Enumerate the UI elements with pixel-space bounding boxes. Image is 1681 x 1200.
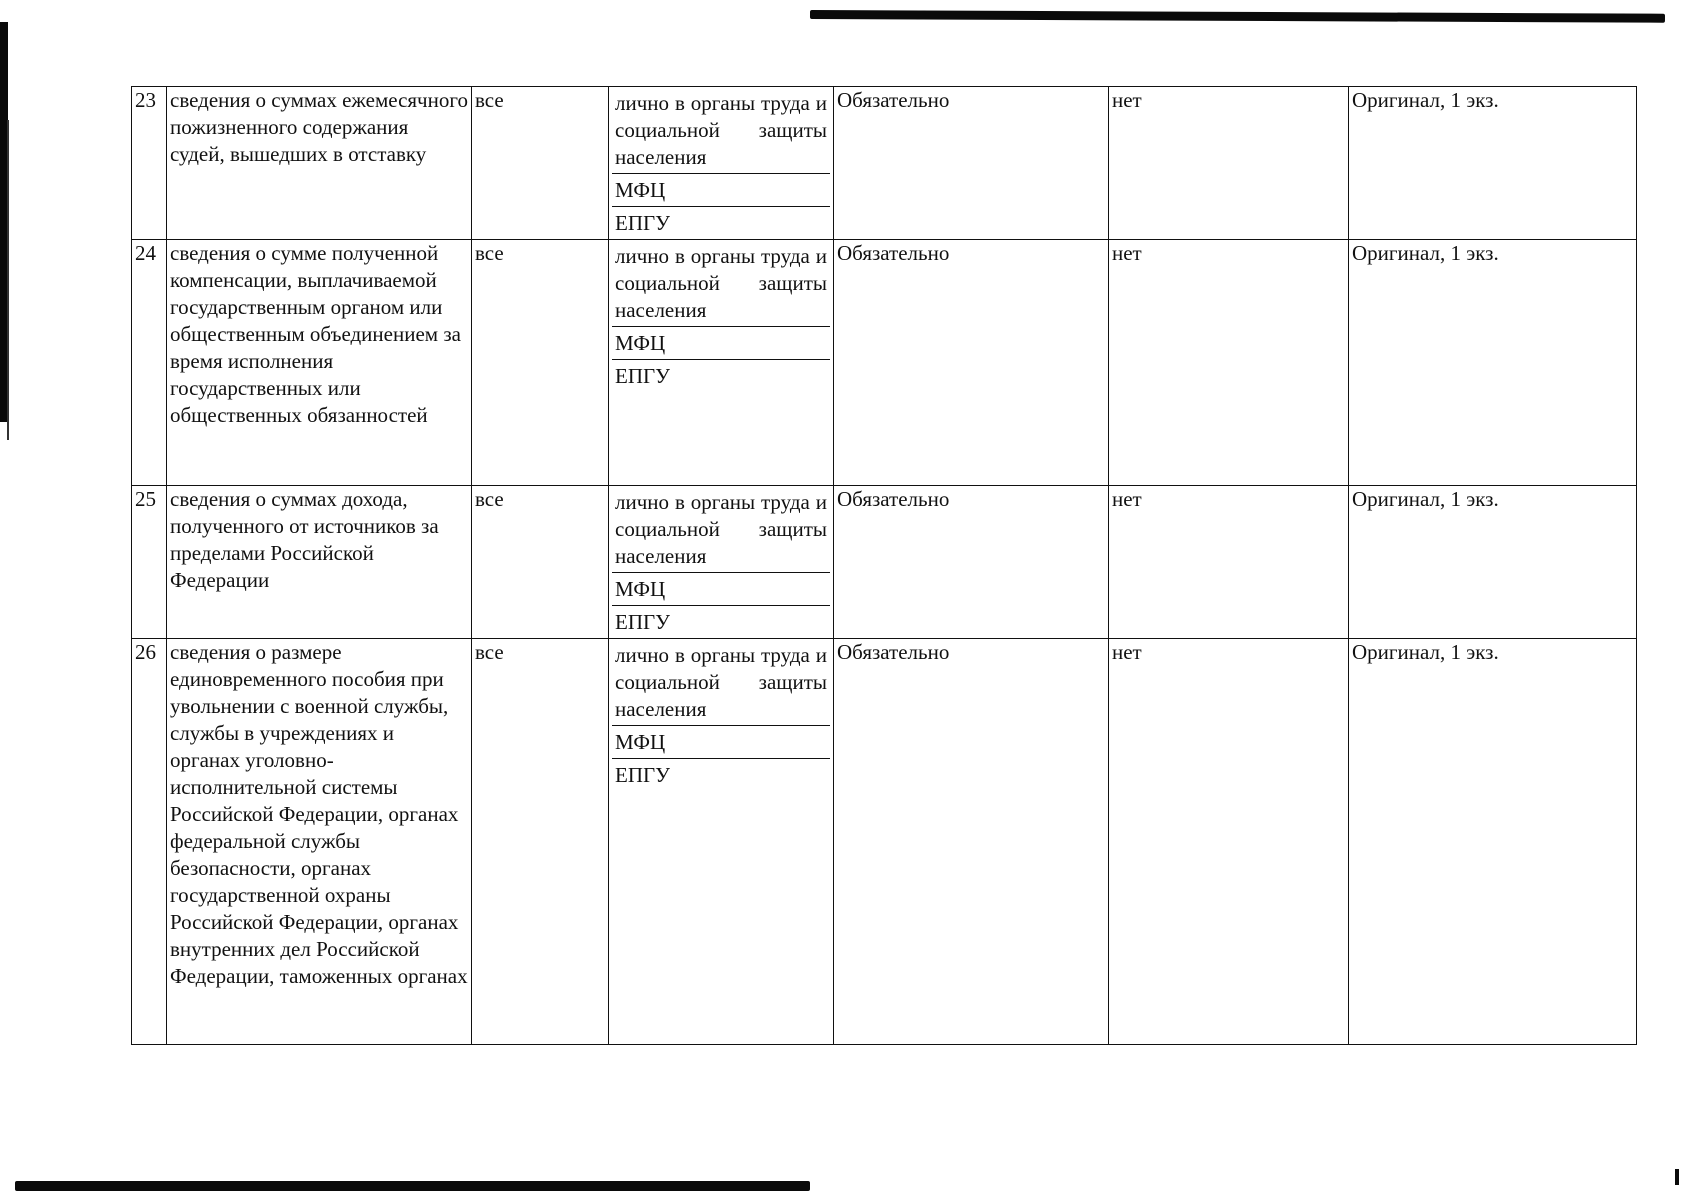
responsibility: нет [1109,486,1349,639]
requirement: Обязательно [834,486,1109,639]
method-in-person: лично в органы труда и социальной защиты населения [615,244,827,322]
document-name: сведения о суммах ежемесячного пожизненного содержания судей, вышедших в отставку [167,87,472,240]
submission-methods [609,87,834,240]
scan-edge-mark-bottom [15,1181,810,1191]
document-name: сведения о суммах дохода, полученного от источников за пределами Российской Федерации [167,486,472,639]
method-in-person: лично в органы труда и социальной защиты населения [615,490,827,568]
scan-corner-mark [1675,1169,1679,1185]
submission-methods [609,240,834,486]
applicant-category: все [472,486,609,639]
requirement: Обязательно [834,639,1109,1045]
applicant-category: все [472,639,609,1045]
requirement: Обязательно [834,87,1109,240]
method-epgu: ЕПГУ [612,605,830,638]
documents-table [131,86,1637,1045]
document-form: Оригинал, 1 экз. [1349,639,1637,1045]
table-row [132,486,1637,639]
document-form: Оригинал, 1 экз. [1349,240,1637,486]
row-number: 23 [132,87,167,240]
document-name: сведения о сумме полученной компенсации, выплачиваемой государственным органом или общественным объединением за время исполнения государственных или общественных обязанностей [167,240,472,486]
responsibility: нет [1109,240,1349,486]
method-mfc: МФЦ [612,173,830,206]
table-row [132,639,1637,1045]
table-row [132,240,1637,486]
method-mfc: МФЦ [612,572,830,605]
method-epgu: ЕПГУ [612,758,830,791]
document-form: Оригинал, 1 экз. [1349,486,1637,639]
document-name: сведения о размере единовременного пособия при увольнении с военной службы, службы в учреждениях и органах уголовно-исполнительной системы Российской Федерации, органах федеральной службы безопасности, органах государственной охраны Российской Федерации, органах внутренних дел Российской Федерации, таможенных органах [167,639,472,1045]
method-mfc: МФЦ [612,326,830,359]
method-in-person: лично в органы труда и социальной защиты населения [615,91,827,169]
method-in-person: лично в органы труда и социальной защиты населения [615,643,827,721]
applicant-category: все [472,240,609,486]
submission-methods [609,486,834,639]
scan-edge-mark-top [810,10,1665,23]
requirement: Обязательно [834,240,1109,486]
scan-edge-mark-left-thin [7,120,9,440]
responsibility: нет [1109,639,1349,1045]
row-number: 24 [132,240,167,486]
table-row [132,87,1637,240]
responsibility: нет [1109,87,1349,240]
method-mfc: МФЦ [612,725,830,758]
method-epgu: ЕПГУ [612,359,830,392]
document-form: Оригинал, 1 экз. [1349,87,1637,240]
submission-methods [609,639,834,1045]
row-number: 25 [132,486,167,639]
row-number: 26 [132,639,167,1045]
method-epgu: ЕПГУ [612,206,830,239]
applicant-category: все [472,87,609,240]
